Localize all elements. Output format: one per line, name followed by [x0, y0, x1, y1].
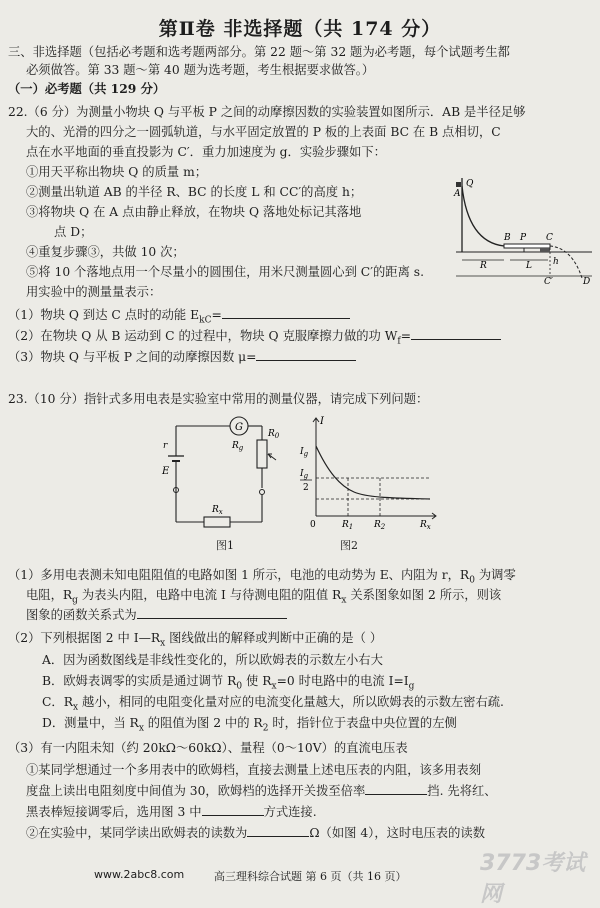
- fig1-label-R0: $R_0$: [268, 429, 280, 440]
- fig1-label-Rg: $R_g$: [232, 441, 244, 452]
- q23-part3: （3）有一内阻未知（约 20kΩ～60kΩ）、量程（0～10V）的直流电压表: [8, 741, 408, 755]
- q23-part2: （2）下列根据图 2 中 $I—R_x$ 图线做出的解释或判断中正确的是（ ）: [8, 631, 383, 649]
- fig2-label-half-Ig: $I_g$: [300, 469, 309, 480]
- fig22-label-Q: Q: [466, 179, 474, 189]
- fig2-label-R2: $R_2$: [374, 520, 386, 530]
- fig22-label-C: C: [546, 233, 553, 243]
- q23-option-A: A．因为函数图线是非线性变化的，所以欧姆表的示数左小右大: [42, 653, 383, 667]
- q22-blank-1[interactable]: [222, 305, 350, 319]
- fig22-label-R: R: [480, 261, 487, 271]
- q23-figure2-graph: [296, 412, 442, 530]
- q23-part3-line3: 黑表棒短接调零后，选用图 3 中 方式连接.: [26, 802, 317, 822]
- q22-use-measured: 用实验中的测量量表示：: [26, 285, 162, 299]
- q22-answer-1: （1）物块 Q 到达 C 点时的动能 $E_{kC}=$: [8, 305, 350, 330]
- fig2-label-R1: $R_1$: [342, 520, 354, 530]
- footer-page-number: 高三理科综合试题 第 6 页（共 16 页）: [214, 870, 407, 883]
- q23-part3-line4: ②在实验中，某同学读出欧姆表的读数为 Ω（如图 4），这时电压表的读数: [26, 823, 485, 843]
- q23-option-B: B．欧姆表调零的实质是通过调节 $R_0$ 使 $R_x=0$ 时电路中的电流 $I=I_g$: [42, 674, 415, 692]
- q23-option-C: C．$R_x$ 越小，相同的电阻变化量对应的电流变化量越大，所以欧姆表的示数左密右疏.: [42, 695, 504, 713]
- fig22-label-P: P: [520, 233, 527, 243]
- q22-step4: ④重复步骤③，共做 10 次；: [26, 245, 185, 259]
- section-instruction-cont: 必须做答。第 33 题～第 40 题为选考题，考生根据要求做答。）: [26, 63, 375, 77]
- q22-step2: ②测量出轨道 AB 的半径 R、BC 的长度 L 和 CC′的高度 h；: [26, 185, 363, 199]
- q22-step5: ⑤将 10 个落地点用一个尽量小的圆围住，用米尺测量圆心到 C′的距离 s.: [26, 265, 425, 279]
- fig1-label-E: E: [162, 466, 170, 477]
- fig22-label-Cprime: C′: [544, 277, 553, 284]
- fig22-block-Q: [456, 182, 461, 187]
- q22-answer-3: （3）物块 Q 与平板 P 之间的动摩擦因数 μ=: [8, 347, 356, 367]
- q23-part1-line1: （1）多用电表测未知电阻阻值的电路如图 1 所示，电池的电动势为 E、内阻为 r，$R_0$ 为调零: [8, 568, 516, 586]
- q22-blank-2[interactable]: [411, 326, 501, 340]
- fig22-label-A: A: [454, 189, 461, 199]
- required-heading: （一）必考题（共 129 分）: [8, 81, 166, 96]
- fig22-label-h: h: [553, 257, 559, 267]
- q22-step1: ①用天平称出物块 Q 的质量 m；: [26, 165, 208, 179]
- fig1-R0-resistor: [257, 440, 267, 468]
- q22-blank-3[interactable]: [256, 347, 356, 361]
- q23-part3-line2: 度盘上读出电阻刻度中间值为 30，欧姆档的选择开关拨至倍率 挡. 先将红、: [26, 781, 497, 801]
- fig2-label-origin: 0: [310, 520, 316, 530]
- fig2-label-Ig: $I_g$: [300, 447, 309, 458]
- q23-blank-function[interactable]: [137, 605, 287, 619]
- fig1-label-G: G: [235, 422, 243, 433]
- fig22-label-B: B: [504, 233, 511, 243]
- fig22-label-L: L: [526, 261, 532, 271]
- q23-blank-ohm-reading[interactable]: [247, 823, 309, 837]
- q23-blank-multiplier[interactable]: [365, 781, 427, 795]
- q22-line3: 点在水平地面的垂直投影为 C′．重力加速度为 g．实验步骤如下：: [26, 145, 386, 159]
- q23-blank-connection[interactable]: [202, 802, 264, 816]
- q23-figure1-circuit: [156, 412, 286, 530]
- figure1-caption: 图1: [216, 539, 234, 552]
- section-instruction: 三、非选择题（包括必考题和选考题两部分。第 22 题～第 32 题为必考题，每个试题考生都: [8, 45, 510, 59]
- q22-apparatus-figure: [452, 172, 594, 284]
- fig1-Rx-resistor: [204, 517, 230, 527]
- fig22-arc-track: [462, 186, 504, 246]
- q22-step3: ③将物块 Q 在 A 点由静止释放，在物块 Q 落地处标记其落地: [26, 205, 362, 219]
- fig22-plate-P: [504, 244, 550, 248]
- fig2-curve: [316, 446, 430, 499]
- q22-line1: 22.（6 分）为测量小物块 Q 与平板 P 之间的动摩擦因数的实验装置如图所示．AB 是半径足够: [8, 105, 526, 119]
- fig22-support-block: [540, 248, 550, 252]
- q23-part1-line3: 图象的函数关系式为: [26, 605, 287, 625]
- part-title: 第Ⅱ卷 非选择题（共 174 分）: [158, 18, 442, 40]
- fig2-label-Rx: $R_x$: [420, 520, 431, 530]
- q23-option-D: D．测量中，当 $R_x$ 的阻值为图 2 中的 $R_2$ 时，指针位于表盘中央位置的左侧: [42, 716, 457, 734]
- figure2-caption: 图2: [340, 539, 358, 552]
- fig1-label-r: r: [163, 441, 168, 451]
- watermark-logo: 3773考试网: [480, 851, 586, 907]
- fig1-terminal-right: [260, 490, 265, 495]
- q23-part3-line1: ①某同学想通过一个多用表中的欧姆档，直接去测量上述电压表的内阻，该多用表刻: [26, 763, 481, 777]
- footer-site-url: www.2abc8.com: [94, 868, 185, 881]
- fig2-label-I: I: [320, 416, 324, 427]
- fig1-label-Rx: $R_x$: [212, 505, 223, 516]
- fig22-label-D: D: [583, 277, 591, 284]
- q22-answer-2: （2）在物块 Q 从 B 运动到 C 的过程中，物块 Q 克服摩擦力做的功 $W_f=$: [8, 326, 501, 351]
- q22-line2: 大的、光滑的四分之一圆弧轨道，与水平固定放置的 P 板的上表面 BC 在 B 点相切，C: [26, 125, 501, 139]
- fig2-label-half-denominator: 2: [303, 483, 309, 493]
- q23-intro: 23.（10 分）指针式多用电表是实验室中常用的测量仪器，请完成下列问题：: [8, 392, 429, 406]
- q22-step3-cont: 点 D；: [54, 225, 93, 239]
- q23-part1-line2: 电阻，$R_g$ 为表头内阻，电路中电流 I 与待测电阻的阻值 $R_x$ 关系图象如图 2 所示，则该: [26, 588, 502, 606]
